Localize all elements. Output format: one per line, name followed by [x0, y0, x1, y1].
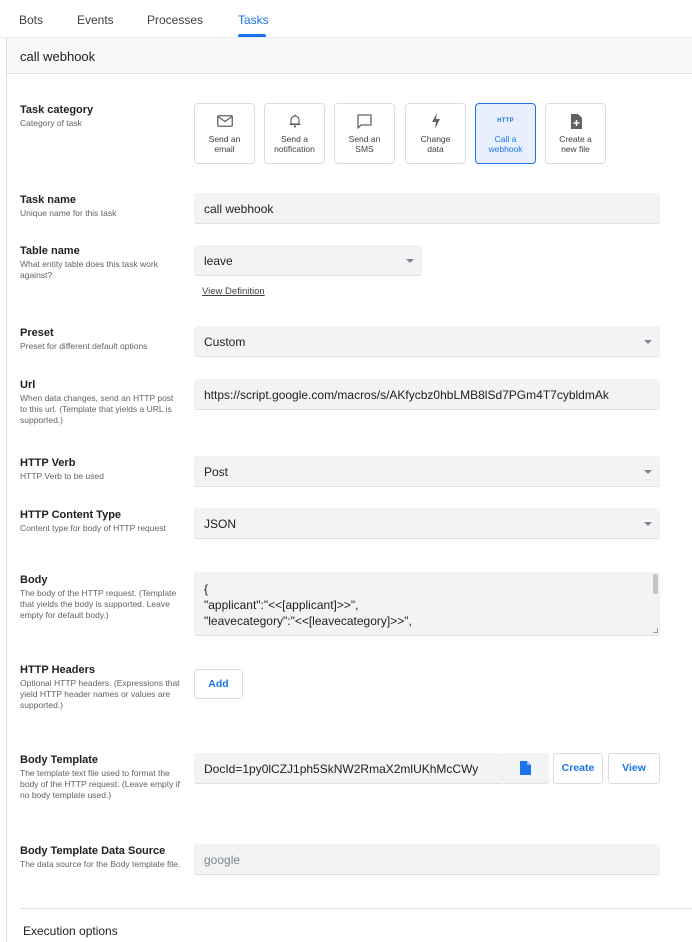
template-source-label — [20, 845, 182, 870]
body-template-label — [20, 754, 182, 801]
create-template-button[interactable]: Create — [553, 753, 603, 784]
bolt-icon — [431, 113, 441, 129]
http-headers-title: HTTP Headers — [20, 664, 95, 676]
http-verb-label — [20, 457, 182, 482]
category-label-line1: Change — [420, 134, 451, 144]
body-template-desc: The template text file used to format the body of the HTTP request. (Leave empty if no body template used.) — [20, 768, 181, 800]
top-tab-bar — [0, 0, 692, 38]
preset-value: Custom — [204, 335, 246, 349]
http-verb-desc: HTTP Verb to be used — [20, 471, 104, 481]
task-editor-panel — [6, 38, 692, 942]
table-name-label — [20, 245, 182, 281]
resize-handle-icon[interactable] — [653, 628, 658, 633]
task-name-input[interactable] — [194, 193, 660, 224]
body-line: "applicant":"<<[applicant]>>", — [204, 598, 359, 612]
category-send-email[interactable] — [194, 103, 255, 164]
view-definition-link[interactable]: View Definition — [202, 286, 265, 297]
task-name-value: call webhook — [204, 202, 274, 216]
chevron-down-icon — [644, 470, 652, 474]
template-source-title: Body Template Data Source — [20, 845, 166, 857]
table-name-title: Table name — [20, 245, 80, 257]
category-label-line2: notification — [274, 144, 315, 154]
body-title: Body — [20, 574, 48, 586]
task-category-label — [20, 104, 182, 129]
mail-icon — [217, 115, 233, 127]
http-headers-desc: Optional HTTP headers. (Expressions that yield HTTP header names or values are supported.) — [20, 678, 180, 710]
tab-events[interactable]: Events — [77, 13, 114, 27]
file-plus-icon — [570, 114, 582, 129]
body-template-title: Body Template — [20, 754, 99, 766]
category-label-line1: Call a — [494, 134, 517, 144]
preset-desc: Preset for different default options — [20, 341, 148, 351]
http-verb-value: Post — [204, 465, 229, 479]
category-label-line1: Send an — [208, 134, 241, 144]
body-template-value: DocId=1py0lCZJ1ph5SkNW2RmaX2mlUKhMcCWy — [204, 762, 479, 776]
template-source-input[interactable] — [194, 844, 660, 875]
http-headers-label — [20, 664, 182, 711]
category-call-webhook[interactable] — [475, 103, 536, 164]
http-verb-select[interactable] — [194, 456, 660, 487]
task-name-title: Task name — [20, 194, 77, 206]
chevron-down-icon — [644, 522, 652, 526]
url-input[interactable] — [194, 379, 660, 410]
tab-bots[interactable]: Bots — [19, 13, 44, 27]
bell-icon — [289, 114, 301, 128]
tab-processes[interactable]: Processes — [147, 13, 204, 27]
body-line: { — [204, 582, 209, 596]
chevron-down-icon — [406, 259, 414, 263]
task-name-label — [20, 194, 182, 219]
section-divider — [20, 908, 692, 909]
http-verb-title: HTTP Verb — [20, 457, 76, 469]
url-title: Url — [20, 379, 36, 391]
body-template-input[interactable] — [194, 753, 504, 784]
category-send-sms[interactable] — [334, 103, 395, 164]
view-template-button[interactable]: View — [608, 753, 660, 784]
category-label-line1: Send an — [348, 134, 381, 144]
table-name-select[interactable] — [194, 245, 422, 276]
task-header[interactable] — [7, 38, 692, 74]
task-category-title: Task category — [20, 104, 94, 116]
chat-icon — [357, 114, 372, 129]
task-title: call webhook — [20, 49, 96, 64]
active-tab-indicator — [238, 34, 266, 37]
category-label-line1: Send a — [281, 134, 308, 144]
template-source-placeholder: google — [204, 853, 241, 867]
category-create-file[interactable] — [545, 103, 606, 164]
url-desc: When data changes, send an HTTP post to this url. (Template that yields a URL is supported.) — [20, 393, 174, 425]
url-label — [20, 379, 182, 426]
content-type-value: JSON — [204, 517, 237, 531]
preset-title: Preset — [20, 327, 54, 339]
content-type-title: HTTP Content Type — [20, 509, 122, 521]
tab-tasks[interactable]: Tasks — [238, 13, 269, 27]
body-label — [20, 574, 182, 621]
body-desc: The body of the HTTP request. (Template that yields the body is supported. Leave empty for default body.) — [20, 588, 177, 620]
url-value: https://script.google.com/macros/s/AKfycbz0hbLMB8lSd7PGm4T7cybldmAk — [204, 388, 609, 402]
execution-options-header[interactable]: Execution options — [23, 924, 118, 938]
content-type-desc: Content type for body of HTTP request — [20, 523, 166, 533]
body-line: "leavecategory":"<<[leavecategory]>>", — [204, 614, 412, 628]
table-name-desc: What entity table does this task work against? — [20, 259, 158, 280]
category-change-data[interactable] — [405, 103, 466, 164]
template-source-desc: The data source for the Body template file. — [20, 859, 181, 869]
category-label-line2: webhook — [488, 144, 523, 154]
task-category-desc: Category of task — [20, 118, 82, 128]
table-name-value: leave — [204, 254, 233, 268]
content-type-label — [20, 509, 182, 534]
category-label-line2: new file — [561, 144, 590, 154]
category-send-notification[interactable] — [264, 103, 325, 164]
category-label-line1: Create a — [559, 134, 592, 144]
document-icon — [520, 761, 531, 775]
category-label-line2: email — [214, 144, 235, 154]
body-textarea[interactable] — [194, 572, 660, 636]
preset-label — [20, 327, 182, 352]
content-type-select[interactable] — [194, 508, 660, 539]
preset-select[interactable] — [194, 326, 660, 357]
body-scrollbar[interactable] — [653, 574, 658, 594]
chevron-down-icon — [644, 340, 652, 344]
add-header-button[interactable]: Add — [194, 669, 243, 699]
file-picker-button[interactable] — [504, 753, 549, 784]
http-icon: HTTP — [497, 118, 514, 124]
category-label-line2: SMS — [355, 144, 374, 154]
category-label-line2: data — [427, 144, 444, 154]
task-name-desc: Unique name for this task — [20, 208, 117, 218]
